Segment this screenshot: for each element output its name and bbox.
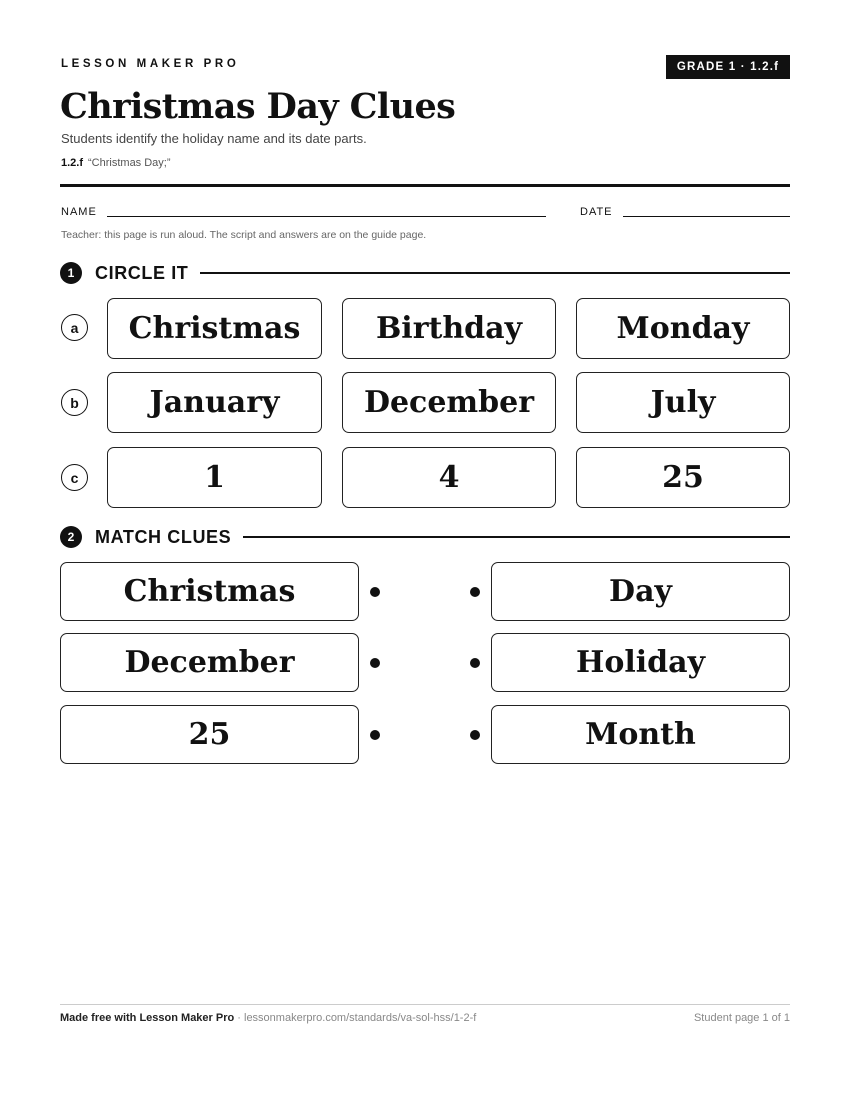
footer-separator: · xyxy=(234,1012,244,1024)
date-label: DATE xyxy=(580,206,613,218)
standard-text: “Christmas Day;” xyxy=(88,157,171,169)
match-right-dot[interactable] xyxy=(470,587,480,597)
header-divider xyxy=(60,184,790,187)
match-right-box[interactable]: Month xyxy=(491,705,790,764)
option-box[interactable]: July xyxy=(576,372,790,433)
option-box[interactable]: 4 xyxy=(342,447,556,508)
brand-name: LESSON MAKER PRO xyxy=(61,58,240,70)
option-box[interactable]: 1 xyxy=(107,447,322,508)
match-left-dot[interactable] xyxy=(370,658,380,668)
option-box[interactable]: Christmas xyxy=(107,298,322,359)
page-subtitle: Students identify the holiday name and its date parts. xyxy=(61,131,367,146)
teacher-note: Teacher: this page is run aloud. The script and answers are on the guide page. xyxy=(61,229,427,241)
grade-badge: GRADE 1 · 1.2.f xyxy=(666,55,790,79)
match-right-box[interactable]: Day xyxy=(491,562,790,621)
page-title: Christmas Day Clues xyxy=(60,86,456,127)
footer-credit xyxy=(60,1012,476,1024)
name-field[interactable] xyxy=(107,216,546,217)
section-match-clues-header xyxy=(60,525,790,549)
footer-made-with: Made free with Lesson Maker Pro xyxy=(60,1012,235,1024)
section-title: CIRCLE IT xyxy=(95,262,189,283)
name-label: NAME xyxy=(61,206,97,218)
footer-url-link[interactable]: lessonmakerpro.com/standards/va-sol-hss/1-2-f xyxy=(244,1012,477,1024)
match-right-dot[interactable] xyxy=(470,730,480,740)
match-left-dot[interactable] xyxy=(370,587,380,597)
match-right-dot[interactable] xyxy=(470,658,480,668)
match-left-box[interactable]: Christmas xyxy=(60,562,359,621)
option-box[interactable]: January xyxy=(107,372,322,433)
match-left-box[interactable]: December xyxy=(60,633,359,692)
row-letter-b: b xyxy=(61,389,88,416)
option-box[interactable]: Birthday xyxy=(342,298,556,359)
option-box[interactable]: Monday xyxy=(576,298,790,359)
option-box[interactable]: December xyxy=(342,372,556,433)
section-number: 1 xyxy=(60,262,82,284)
row-letter-a: a xyxy=(61,314,88,341)
standard-reference xyxy=(61,157,171,169)
section-number: 2 xyxy=(60,526,82,548)
section-circle-it-header xyxy=(60,261,790,285)
match-left-box[interactable]: 25 xyxy=(60,705,359,764)
section-rule xyxy=(243,536,790,538)
row-letter-c: c xyxy=(61,464,88,491)
date-field[interactable] xyxy=(623,216,790,217)
option-box[interactable]: 25 xyxy=(576,447,790,508)
standard-code: 1.2.f xyxy=(61,157,84,169)
footer-divider xyxy=(60,1004,790,1005)
match-left-dot[interactable] xyxy=(370,730,380,740)
section-title: MATCH CLUES xyxy=(95,526,232,547)
match-right-box[interactable]: Holiday xyxy=(491,633,790,692)
section-rule xyxy=(200,272,790,274)
footer-page-number: Student page 1 of 1 xyxy=(693,1012,790,1024)
